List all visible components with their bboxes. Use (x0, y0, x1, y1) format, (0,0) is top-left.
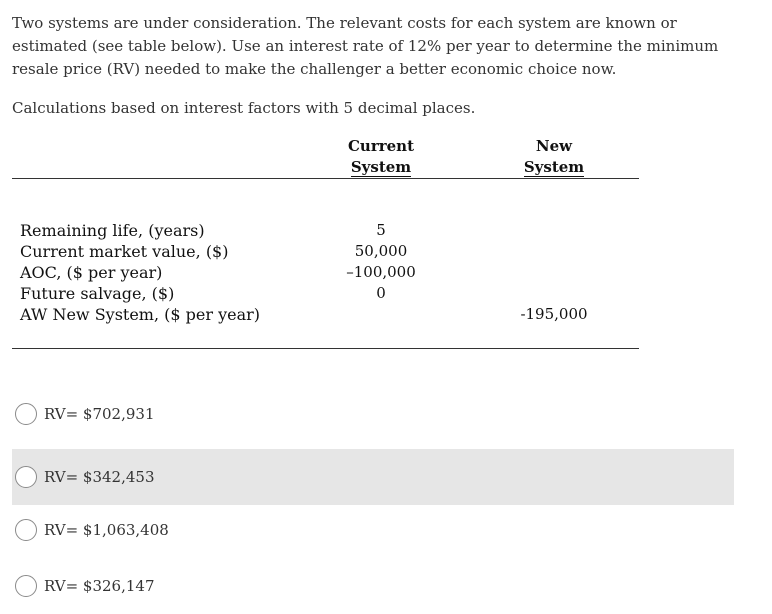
radio-button[interactable] (15, 519, 37, 541)
option-label: RV= $702,931 (44, 405, 155, 423)
table-top-rule (12, 178, 639, 179)
cell-current-aoc: –100,000 (346, 263, 416, 281)
option-label: RV= $1,063,408 (44, 521, 169, 539)
cell-current-future-salvage: 0 (376, 284, 386, 302)
header-new-system (494, 136, 614, 178)
row-label-aoc: AOC, ($ per year) (20, 263, 163, 282)
header-current-line1: Current (347, 137, 415, 155)
header-new-line1: New (535, 137, 573, 155)
option-4[interactable] (12, 558, 734, 614)
cell-current-market-value: 50,000 (354, 242, 408, 260)
row-label-aw-new-system: AW New System, ($ per year) (20, 305, 261, 324)
radio-button[interactable] (15, 403, 37, 425)
radio-button[interactable] (15, 466, 37, 488)
radio-button[interactable] (15, 575, 37, 597)
header-new-line2: System (523, 158, 585, 176)
option-1[interactable] (12, 386, 734, 442)
question-text: Two systems are under consideration. The relevant costs for each system are known or estimated (see table below). Use an interest rate of 12% per year to determine the minimum resale price (RV) needed to make the challenger a better economic choice now. (12, 14, 719, 78)
row-label-remaining-life: Remaining life, (years) (20, 221, 205, 240)
row-label-future-salvage: Future salvage, ($) (20, 284, 175, 303)
option-label: RV= $342,453 (44, 468, 155, 486)
calculation-note: Calculations based on interest factors with 5 decimal places. (12, 99, 476, 117)
cell-new-aw: -195,000 (520, 305, 588, 323)
table-bottom-rule (12, 348, 639, 349)
cell-current-remaining-life: 5 (376, 221, 386, 239)
header-current-line2: System (350, 158, 412, 176)
option-3[interactable] (12, 502, 734, 558)
row-label-market-value: Current market value, ($) (20, 242, 229, 261)
header-current-system (321, 136, 441, 178)
option-label: RV= $326,147 (44, 577, 155, 595)
option-2[interactable] (12, 449, 734, 505)
